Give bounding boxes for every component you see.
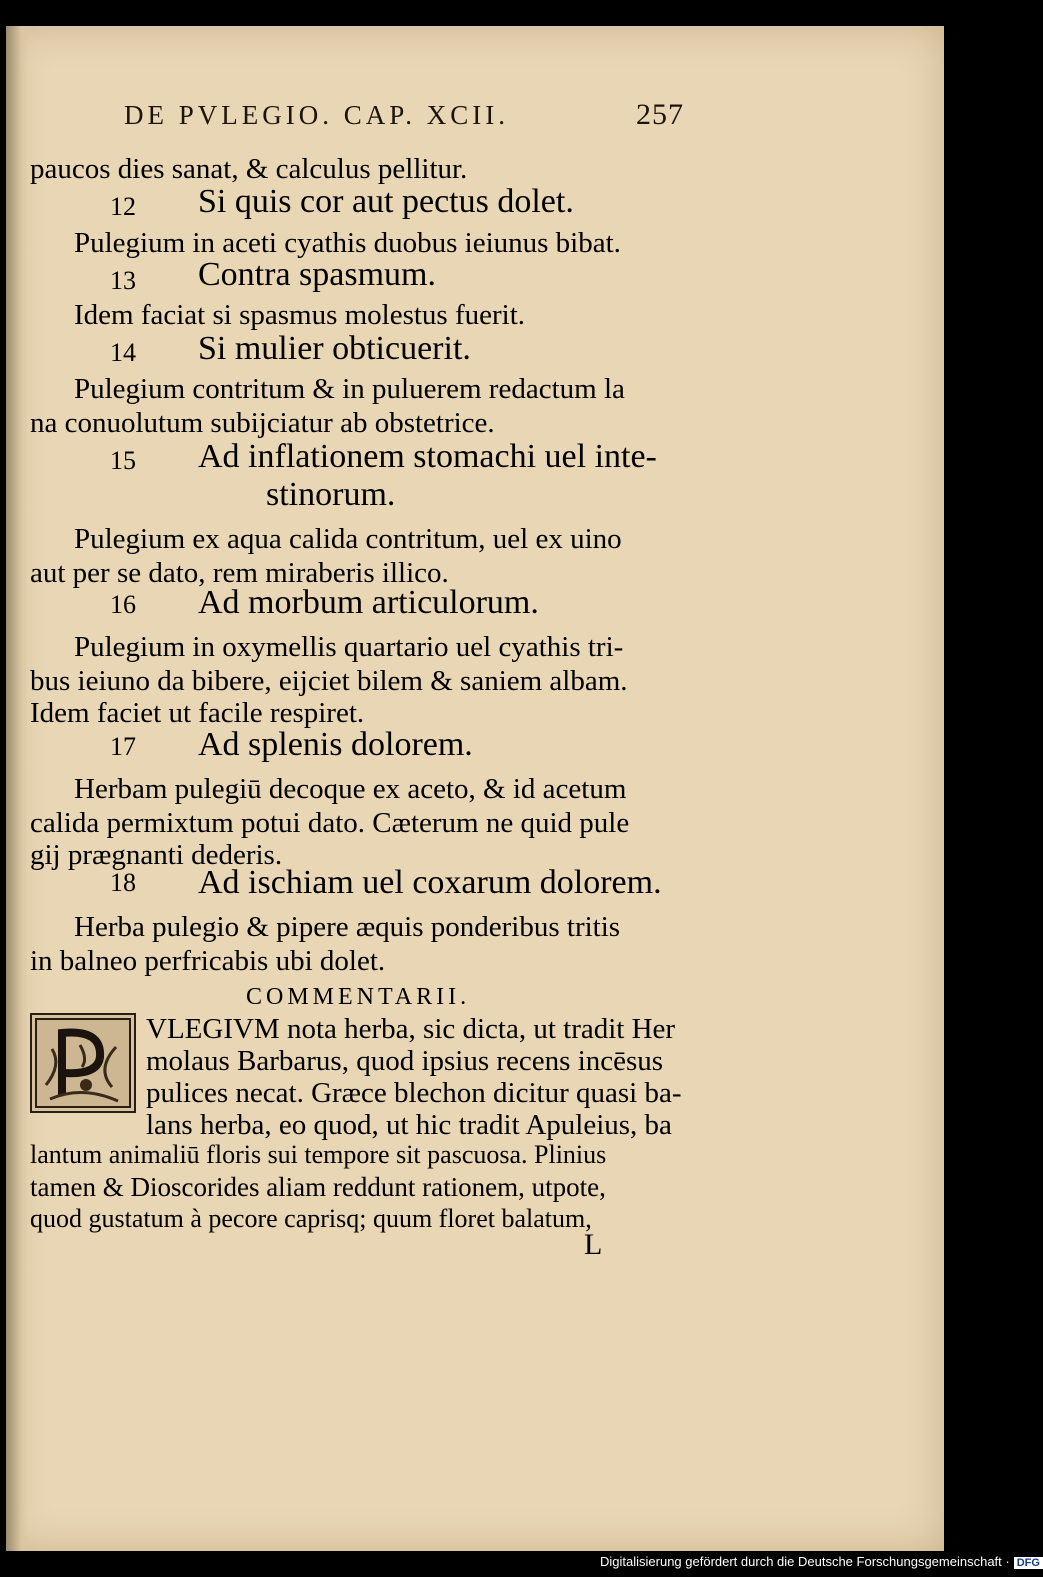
section-heading: Si mulier obticuerit. xyxy=(198,330,471,367)
text-line: Pulegium in aceti cyathis duobus ieiunus bibat. xyxy=(74,227,621,259)
section-number: 14 xyxy=(110,338,136,367)
text-line: tamen & Dioscorides aliam reddunt rationem, utpote, xyxy=(30,1172,606,1202)
text-line: aut per se dato, rem miraberis illico. xyxy=(30,557,449,589)
footer-text: Digitalisierung gefördert durch die Deutsche Forschungsgemeinschaft · xyxy=(600,1554,1010,1569)
page-gutter xyxy=(6,26,28,1551)
decorated-initial xyxy=(30,1013,136,1113)
section-heading: Ad inflationem stomachi uel inte- xyxy=(198,438,657,475)
commentary-heading: COMMENTARII. xyxy=(246,984,471,1010)
running-header xyxy=(124,98,684,132)
text-line: Pulegium ex aqua calida contritum, uel ex uino xyxy=(74,523,622,555)
text-line: bus ieiuno da bibere, eijciet bilem & saniem albam. xyxy=(30,665,628,697)
section-number: 18 xyxy=(110,868,136,897)
text-line: calida permixtum potui dato. Cæterum ne quid pule xyxy=(30,807,630,839)
section-number: 13 xyxy=(110,266,136,295)
text-line: Idem faciet ut facile respiret. xyxy=(30,697,365,729)
section-heading: Ad morbum articulorum. xyxy=(198,584,539,621)
running-head: DE PVLEGIO. CAP. XCII. xyxy=(124,100,509,130)
page-number: 257 xyxy=(636,98,684,131)
digitization-footer xyxy=(600,1554,1043,1569)
section-heading: Ad splenis dolorem. xyxy=(198,726,473,763)
text-line: Herbam pulegiū decoque ex aceto, & id acetum xyxy=(74,773,627,805)
section-number: 12 xyxy=(110,192,136,221)
text-line: gij prægnanti dederis. xyxy=(30,839,283,871)
text-line: Idem faciat si spasmus molestus fuerit. xyxy=(74,299,526,331)
section-number: 15 xyxy=(110,446,136,475)
text-line: Herba pulegio & pipere æquis ponderibus tritis xyxy=(74,911,621,943)
dfg-logo: DFG xyxy=(1014,1557,1043,1569)
floral-initial-icon xyxy=(32,1015,134,1111)
text-line: Pulegium in oxymellis quartario uel cyathis tri- xyxy=(74,631,624,663)
text-line: na conuolutum subijciatur ab obstetrice. xyxy=(30,407,495,439)
signature-mark: L xyxy=(584,1228,603,1261)
section-heading: Si quis cor aut pectus dolet. xyxy=(198,183,574,220)
text-line: lantum animaliū floris sui tempore sit pascuosa. Plinius xyxy=(30,1140,607,1169)
text-line: quod gustatum à pecore caprisq; quum floret balatum, xyxy=(30,1204,592,1233)
text-line: in balneo perfricabis ubi dolet. xyxy=(30,945,386,977)
section-heading: Ad ischiam uel coxarum dolorem. xyxy=(198,864,662,901)
text-line: molaus Barbarus, quod ipsius recens incēsus xyxy=(146,1045,664,1077)
text-line: paucos dies sanat, & calculus pellitur. xyxy=(30,153,468,185)
text-line: VLEGIVM nota herba, sic dicta, ut tradit Her xyxy=(146,1013,676,1045)
section-heading: Contra spasmum. xyxy=(198,256,436,293)
text-line: Pulegium contritum & in puluerem redactum la xyxy=(74,373,625,405)
text-line: lans herba, eo quod, ut hic tradit Apuleius, ba xyxy=(146,1109,672,1141)
section-number: 17 xyxy=(110,732,136,761)
text-line: pulices necat. Græce blechon dicitur quasi ba- xyxy=(146,1077,682,1109)
section-heading: stinorum. xyxy=(266,476,396,513)
section-number: 16 xyxy=(110,590,136,619)
